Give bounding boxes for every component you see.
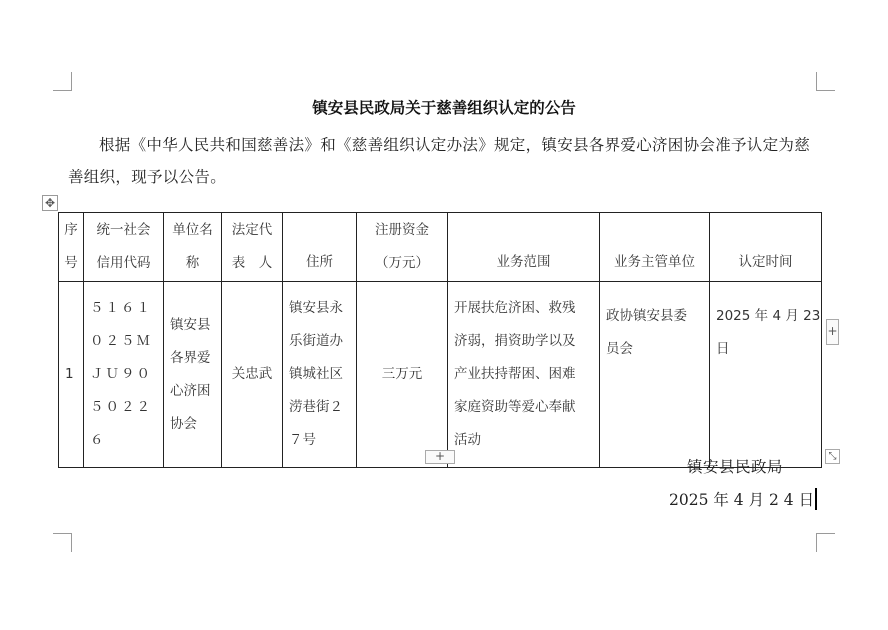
move-icon: ✥ — [44, 196, 56, 210]
header-supervisor: 业务主管单位 — [600, 213, 710, 282]
cell-supervisor[interactable]: 政协镇安县委 员会 — [600, 282, 710, 468]
crop-mark-top-right — [816, 72, 835, 91]
header-scope: 业务范围 — [448, 213, 600, 282]
intro-paragraph: 根据《中华人民共和国慈善法》和《慈善组织认定办法》规定，镇安县各界爱心济困协会准予认定为慈善组织，现予以公告。 — [68, 136, 811, 186]
add-column-button[interactable] — [826, 319, 839, 345]
header-credit-code: 统一社会 信用代码 — [84, 213, 164, 282]
header-date: 认定时间 — [710, 213, 822, 282]
header-seq: 序 号 — [59, 213, 84, 282]
header-capital: 注册资金 （万元） — [357, 213, 448, 282]
document-title: 镇安县民政局关于慈善组织认定的公告 — [312, 98, 576, 117]
table-resize-handle[interactable] — [825, 449, 840, 464]
text-cursor — [815, 488, 817, 510]
cell-seq[interactable]: 1 — [59, 282, 84, 468]
table-header-row — [59, 213, 822, 282]
header-org-name: 单位名 称 — [164, 213, 222, 282]
crop-mark-bottom-left — [53, 533, 72, 552]
cell-org-name[interactable]: 镇安县 各界爱 心济困 协会 — [164, 282, 222, 468]
cell-credit-code[interactable]: ５１６１ ０２５Ｍ ＪＵ９０ ５０２２ ６ — [84, 282, 164, 468]
issuer-signature: 镇安县民政局 — [687, 458, 784, 476]
table-move-handle[interactable] — [42, 195, 58, 211]
issue-date[interactable]: 2025 年 4 月 2 4 日 — [669, 488, 817, 510]
cell-scope[interactable]: 开展扶危济困、救残 济弱，捐资助学以及 产业扶持帮困、困难 家庭资助等爱心奉献 活动 — [448, 282, 600, 468]
add-row-button[interactable] — [425, 450, 455, 464]
plus-icon: + — [827, 324, 838, 338]
table-row — [59, 282, 822, 468]
cell-capital[interactable]: 三万元 — [357, 282, 448, 468]
cell-address[interactable]: 镇安县永 乐街道办 镇城社区 涝巷街２ ７号 — [283, 282, 357, 468]
cell-legal-rep[interactable]: 关忠武 — [222, 282, 283, 468]
cell-date[interactable]: 2025 年 4 月 23 日 — [710, 282, 822, 468]
crop-mark-bottom-right — [816, 533, 835, 552]
resize-diagonal-icon: ⤡ — [828, 451, 837, 462]
crop-mark-top-left — [53, 72, 72, 91]
plus-icon: + — [434, 449, 446, 463]
header-address: 住所 — [283, 213, 357, 282]
header-legal-rep: 法定代 表 人 — [222, 213, 283, 282]
organization-table — [58, 212, 822, 468]
